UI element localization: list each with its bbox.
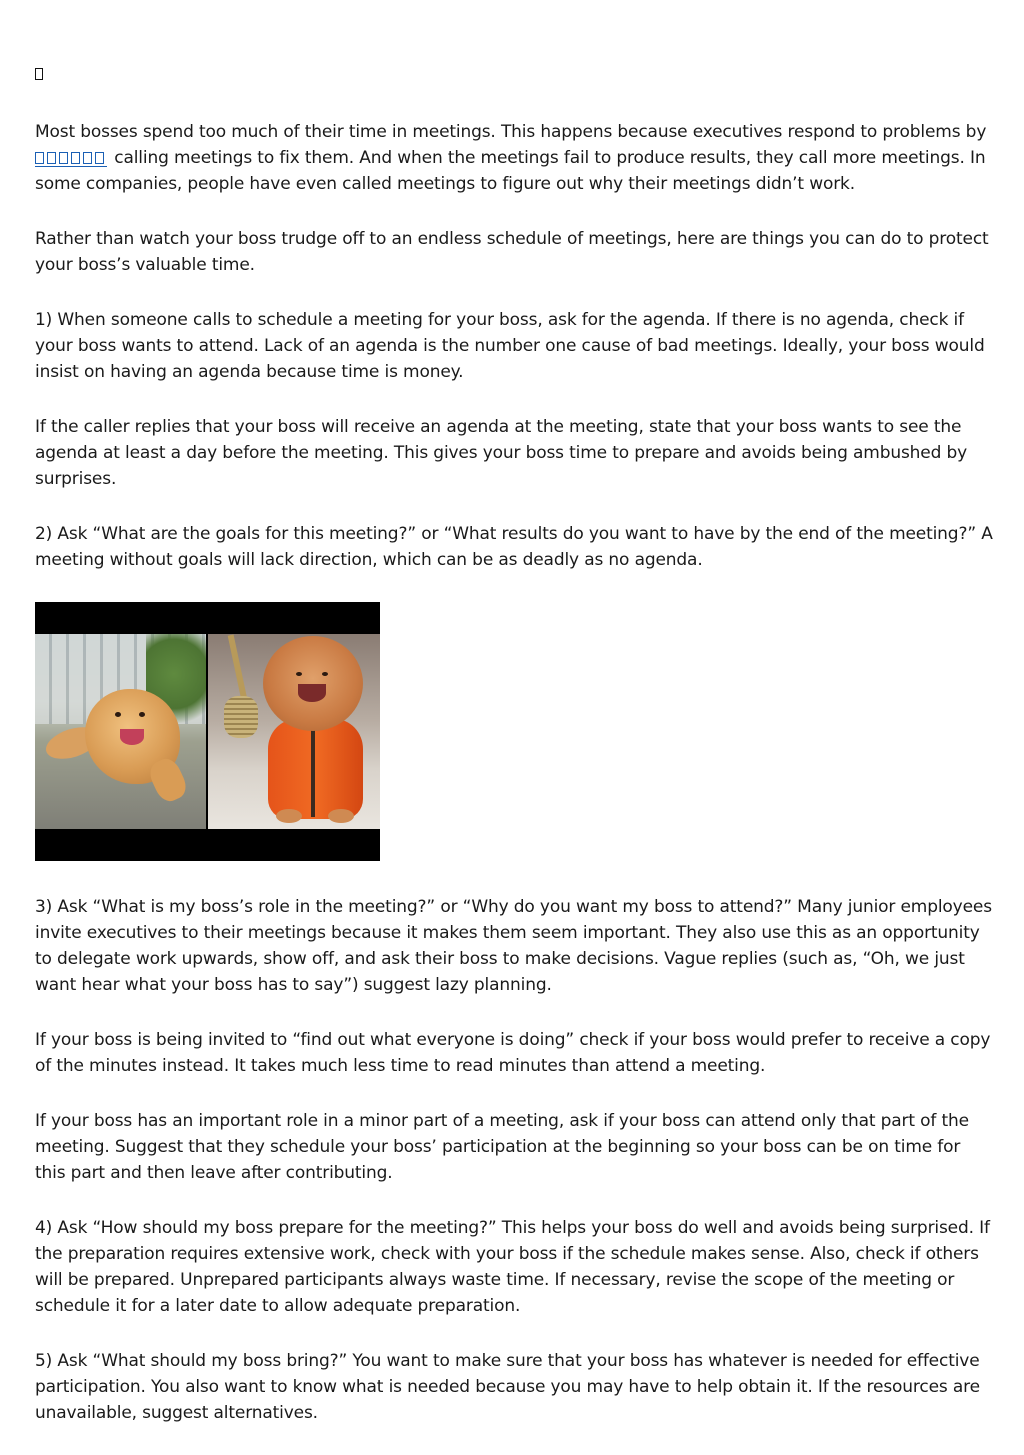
puppy-eye — [115, 712, 121, 717]
paragraph-10: 5) Ask “What should my boss bring?” You want to make sure that your boss has whatever is needed for effective participation. You also want to know what is needed because you may have to help obtain it. If the resources are unavailable, suggest alternatives. — [35, 1351, 980, 1423]
inline-link[interactable] — [35, 152, 107, 167]
poodle-eye — [296, 672, 302, 676]
link-glyph-icon — [83, 152, 92, 164]
photo-right-panel — [208, 634, 380, 829]
link-glyph-icon — [35, 152, 44, 164]
link-glyph-icon — [71, 152, 80, 164]
paragraph-5: 2) Ask “What are the goals for this meeting?” or “What results do you want to have by the end of the meeting?” A meeting without goals will lack direction, which can be as deadly as no agenda. — [35, 524, 993, 570]
link-glyph-icon — [47, 152, 56, 164]
photo-left-panel — [35, 634, 206, 829]
paragraph-3: 1) When someone calls to schedule a meeting for your boss, ask for the agenda. If there is no agenda, check if your boss wants to attend. Lack of an agenda is the number one cause of bad meetings. Ideally, your boss would insist on having an agenda because time is money. — [35, 310, 985, 382]
intro-text-end: calling meetings to fix them. And when the meetings fail to produce results, they call more meetings. In some companies, people have even called meetings to figure out why their meetings didn’t work. — [35, 148, 986, 194]
puppy-mouth — [120, 729, 144, 745]
missing-glyph-icon — [35, 68, 43, 80]
paragraph-7: If your boss is being invited to “find out what everyone is doing” check if your boss would prefer to receive a copy of the minutes instead. It takes much less time to read minutes than attend a meeting. — [35, 1030, 991, 1076]
paragraph-6: 3) Ask “What is my boss’s role in the meeting?” or “Why do you want my boss to attend?” Many junior employees invite executives to their meetings because it makes them seem important. They also use this as an opportunity to delegate work upwards, show off, and ask their boss to make decisions. Vague replies (such as, “Oh, we just want hear what your boss has to say”) suggest lazy planning. — [35, 897, 992, 995]
paragraph-4: If the caller replies that your boss will receive an agenda at the meeting, state that your boss wants to see the agenda at least a day before the meeting. This gives your boss time to prepare and avoids being ambushed by surprises. — [35, 417, 968, 489]
link-glyph-icon — [95, 152, 104, 164]
paragraph-9: 4) Ask “How should my boss prepare for the meeting?” This helps your boss do well and avoids being surprised. If the preparation requires extensive work, check with your boss if the schedule makes sense. Also, check if others will be prepared. Unprepared participants always waste time. If necessary, revise the scope of the meeting or schedule it for a later date to allow adequate preparation. — [35, 1218, 990, 1316]
intro-text-start: Most bosses spend too much of their time in meetings. This happens because executives respond to problems by — [35, 122, 987, 142]
suit-zipper — [311, 722, 315, 817]
orange-suit — [268, 719, 363, 819]
paragraph-intro — [35, 119, 995, 197]
link-glyph-icon — [59, 152, 68, 164]
paragraph-2: Rather than watch your boss trudge off to an endless schedule of meetings, here are things you can do to protect your boss’s valuable time. — [35, 229, 989, 275]
document-body — [35, 64, 995, 1455]
header-line — [35, 64, 995, 90]
paragraph-8: If your boss has an important role in a minor part of a meeting, ask if your boss can attend only that part of the meeting. Suggest that they schedule your boss’ participation at the beginning so your boss can be on time for this part and then leave after contributing. — [35, 1111, 969, 1183]
poodle-foot — [328, 809, 354, 823]
microphone-icon — [224, 696, 258, 738]
puppy-eye — [139, 712, 145, 717]
poodle-foot — [276, 809, 302, 823]
dogs-photo — [35, 602, 380, 861]
poodle-mouth — [298, 684, 326, 702]
poodle-eye — [322, 672, 328, 676]
